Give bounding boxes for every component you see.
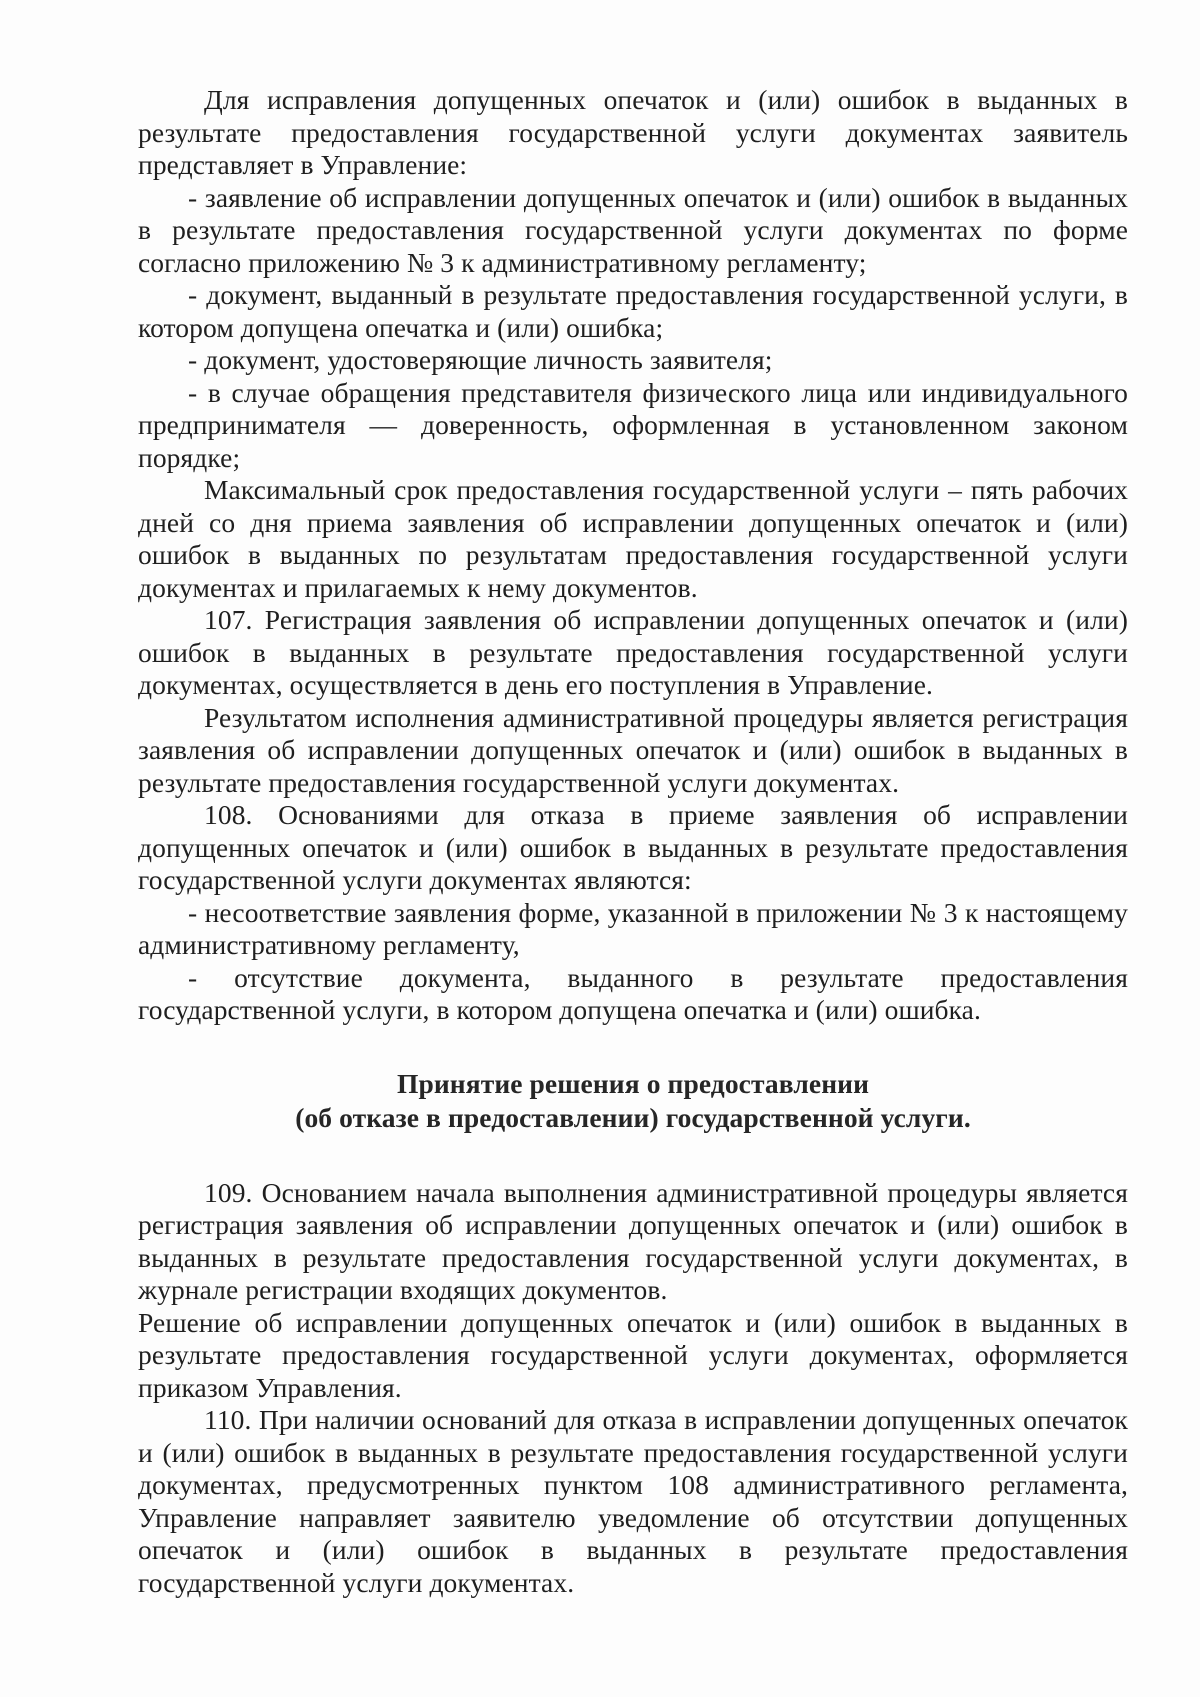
paragraph: Результатом исполнения административной процедуры является регистрация заявления об исправлении допущенных опечаток и (или) ошибок в выданных в результате предоставления государственной услуги документах.	[138, 701, 1128, 798]
paragraph: Для исправления допущенных опечаток и (или) ошибок в выданных в результате предоставления государственной услуги документах заявитель представляет в Управление:	[138, 84, 1128, 180]
paragraph: Решение об исправлении допущенных опечаток и (или) ошибок в выданных в результате предоставления государственной услуги документах, оформляется приказом Управления.	[138, 1306, 1128, 1403]
section-heading-line2: (об отказе в предоставлении) государственной услуги.	[295, 1101, 971, 1133]
paragraph-107: 107. Регистрация заявления об исправлении допущенных опечаток и (или) ошибок в выданных в результате предоставления государственной услуги документах, осуществляется в день его поступления в Управление.	[138, 604, 1128, 700]
list-item: - документ, выданный в результате предоставления государственной услуги, в котором допущена опечатка и (или) ошибка;	[138, 279, 1128, 343]
list-item: - документ, удостоверяющие личность заявителя;	[188, 344, 773, 375]
paragraph-109: 109. Основанием начала выполнения административной процедуры является регистрация заявления об исправлении допущенных опечаток и (или) ошибок в выданных в результате предоставления государственной услуги документах, в журнале регистрации входящих документов.	[138, 1176, 1128, 1305]
list-item: - заявление об исправлении допущенных опечаток и (или) ошибок в выданных в результате предоставления государственной услуги документах по форме согласно приложению № 3 к административному регламенту;	[138, 181, 1128, 278]
document-body	[138, 84, 1128, 1599]
list-item: - несоответствие заявления форме, указанной в приложении № 3 к настоящему административному регламенту,	[138, 896, 1128, 960]
section-heading	[138, 1067, 1128, 1135]
paragraph: Максимальный срок предоставления государственной услуги – пять рабочих дней со дня приема заявления об исправлении допущенных опечаток и (или) ошибок в выданных по результатам предоставления государственной услуги документах и прилагаемых к нему документов.	[138, 474, 1128, 603]
list-item: - в случае обращения представителя физического лица или индивидуального предпринимателя — доверенность, оформленная в установленном законом порядке;	[138, 376, 1128, 473]
list-item: - отсутствие документа, выданного в результате предоставления государственной услуги, в котором допущена опечатка и (или) ошибка.	[138, 961, 1128, 1025]
paragraph-110: 110. При наличии оснований для отказа в исправлении допущенных опечаток и (или) ошибок в выданных в результате предоставления государственной услуги документах, предусмотренных пунктом 108 административного регламента, Управление направляет заявителю уведомление об отсутствии допущенных опечаток и (или) ошибок в выданных в результате предоставления государственной услуги документах.	[138, 1404, 1128, 1598]
paragraph-108: 108. Основаниями для отказа в приеме заявления об исправлении допущенных опечаток и (или) ошибок в выданных в результате предоставления государственной услуги документах являются:	[138, 799, 1128, 895]
section-heading-line1: Принятие решения о предоставлении	[396, 1067, 870, 1099]
